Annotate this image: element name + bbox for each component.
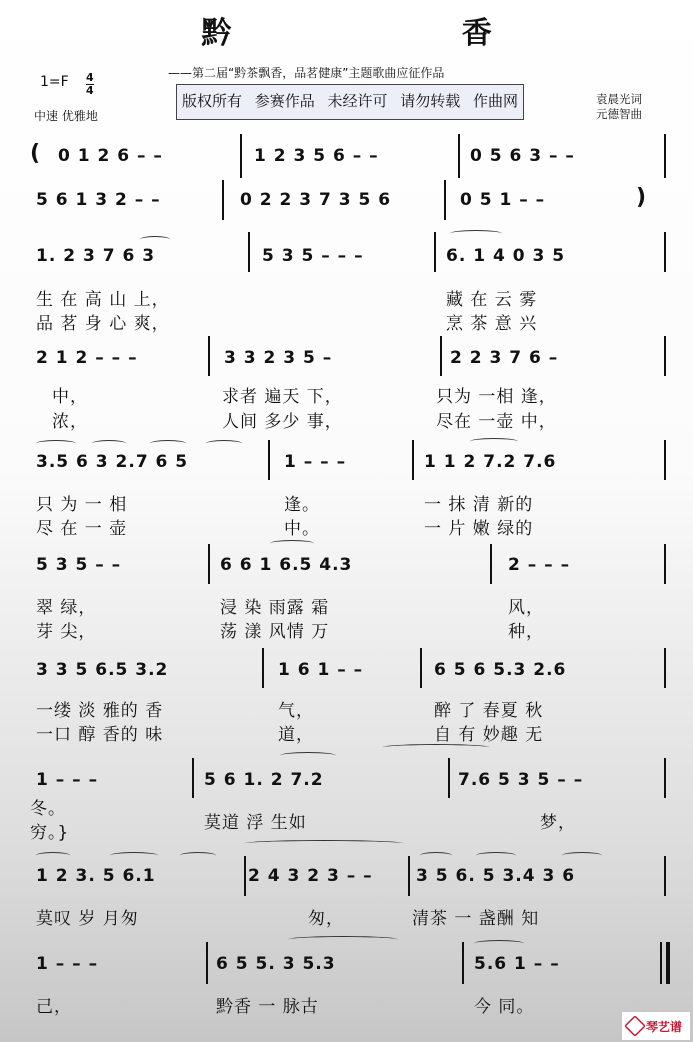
measure: 1 2 3 5 6 – – bbox=[254, 146, 379, 166]
measure: 5 6 1. 2 7.2 bbox=[204, 770, 324, 790]
open-paren: ( bbox=[30, 141, 42, 166]
slur bbox=[474, 940, 524, 947]
barline bbox=[434, 232, 436, 272]
barline-final-thick bbox=[666, 942, 670, 984]
lyric-verse-2: 道， bbox=[278, 725, 314, 745]
lyric-verse-2: 穷。} bbox=[30, 823, 70, 843]
slur bbox=[180, 852, 216, 859]
measure: 0 5 6 3 – – bbox=[470, 146, 575, 166]
barline bbox=[664, 232, 666, 272]
lyric-verse-2: 尽 在 一 壶 bbox=[36, 519, 128, 539]
measure: 1. 2 3 7 6 3 bbox=[36, 246, 156, 266]
lyric-verse-1: 中， bbox=[52, 387, 88, 407]
barline bbox=[664, 856, 666, 896]
measure: 3 3 5 6.5 3.2 bbox=[36, 660, 169, 680]
slur bbox=[36, 440, 76, 447]
logo-text: 琴艺谱 bbox=[646, 1020, 683, 1034]
barline bbox=[208, 544, 210, 584]
tempo-marking: 中速 优雅地 bbox=[34, 109, 98, 123]
lyric-verse-1: 藏 在 云 雾 bbox=[446, 290, 538, 310]
lyric-verse-2: 一口 醇 香的 味 bbox=[36, 725, 164, 745]
measure: 6 5 5. 3 5.3 bbox=[216, 954, 336, 974]
lyric-verse-2: 人间 多少 事， bbox=[222, 412, 343, 432]
measure: 5.6 1 – – bbox=[474, 954, 560, 974]
barline bbox=[408, 856, 410, 896]
slur bbox=[450, 230, 502, 237]
lyric-verse-1: 气， bbox=[278, 701, 314, 721]
lyric-verse-1: 清茶 一 盏酬 知 bbox=[412, 909, 540, 929]
slur bbox=[470, 438, 518, 445]
lyric-verse-1: 浸 染 雨露 霜 bbox=[220, 598, 330, 618]
measure: 6 6 1 6.5 4.3 bbox=[220, 555, 353, 575]
lyric-verse-1: 匆， bbox=[308, 909, 344, 929]
measure: 5 3 5 – – – bbox=[262, 246, 364, 266]
composer-credit: 元德智曲 bbox=[596, 107, 642, 121]
lyric-verse-1: 逢。 bbox=[284, 495, 320, 515]
logo-icon bbox=[624, 1015, 646, 1037]
barline bbox=[262, 648, 264, 688]
lyric-verse-2: 中。 bbox=[284, 519, 320, 539]
barline bbox=[206, 942, 208, 984]
lyric-verse-1: 风， bbox=[508, 598, 544, 618]
slur bbox=[382, 744, 490, 751]
lyric-verse-2: 品 茗 身 心 爽， bbox=[36, 314, 170, 334]
slur bbox=[244, 840, 404, 847]
lyric-verse-2: 种， bbox=[508, 622, 544, 642]
slur bbox=[562, 852, 602, 859]
lyric-verse-1: 翠 绿， bbox=[36, 598, 97, 618]
barline bbox=[664, 648, 666, 688]
lyric-verse-2: 荡 漾 风情 万 bbox=[220, 622, 330, 642]
barline bbox=[192, 758, 194, 798]
barline bbox=[248, 232, 250, 272]
time-signature-top: 4 bbox=[86, 71, 94, 84]
time-signature bbox=[86, 72, 94, 97]
lyric-verse-2: 一 片 嫩 绿的 bbox=[424, 519, 534, 539]
measure: 2 4 3 2 3 – – bbox=[248, 866, 373, 886]
lyric-verse-2: 芽 尖， bbox=[36, 622, 97, 642]
lyric-verse-1: 冬。 bbox=[30, 799, 66, 819]
slur bbox=[150, 440, 186, 447]
lyric-verse-1: 醉 了 春夏 秋 bbox=[434, 701, 544, 721]
barline bbox=[420, 648, 422, 688]
measure: 1 1 2 7.2 7.6 bbox=[424, 452, 557, 472]
measure: 3.5 6 3 2.7 6 5 bbox=[36, 452, 189, 472]
measure: 0 5 1 – – bbox=[460, 190, 546, 210]
barline bbox=[208, 336, 210, 376]
close-paren: ) bbox=[636, 185, 648, 210]
measure: 5 3 5 – – bbox=[36, 555, 122, 575]
barline bbox=[268, 440, 270, 480]
barline bbox=[664, 336, 666, 376]
slur bbox=[92, 440, 126, 447]
slur bbox=[420, 852, 452, 859]
subtitle: ——第二届“黔茶飘香，品茗健康”主题歌曲应征作品 bbox=[168, 66, 445, 80]
measure: 1 2 3. 5 6.1 bbox=[36, 866, 156, 886]
measure: 1 – – – bbox=[284, 452, 347, 472]
barline bbox=[244, 856, 246, 896]
lyric-verse-1: 己， bbox=[36, 997, 72, 1017]
slur bbox=[270, 540, 314, 547]
lyric-verse-2: 烹 茶 意 兴 bbox=[446, 314, 538, 334]
measure: 6 5 6 5.3 2.6 bbox=[434, 660, 567, 680]
measure: 3 5 6. 5 3.4 3 6 bbox=[416, 866, 576, 886]
lyric-verse-2: 尽在 一壶 中， bbox=[436, 412, 557, 432]
copyright-banner: 版权所有 参赛作品 未经许可 请勿转载 作曲网 bbox=[176, 84, 524, 120]
measure: 2 – – – bbox=[508, 555, 571, 575]
barline bbox=[412, 440, 414, 480]
slur bbox=[476, 852, 516, 859]
key-signature: 1=F bbox=[40, 74, 69, 90]
measure: 2 1 2 – – – bbox=[36, 348, 138, 368]
barline bbox=[440, 336, 442, 376]
measure: 7.6 5 3 5 – – bbox=[458, 770, 584, 790]
measure: 6. 1 4 0 3 5 bbox=[446, 246, 566, 266]
measure: 1 – – – bbox=[36, 954, 99, 974]
slur bbox=[280, 752, 336, 759]
measure: 5 6 1 3 2 – – bbox=[36, 190, 161, 210]
lyric-verse-2: 自 有 妙趣 无 bbox=[434, 725, 544, 745]
lyric-verse-1: 一 抹 清 新的 bbox=[424, 495, 534, 515]
measure: 3 3 2 3 5 – bbox=[224, 348, 333, 368]
barline bbox=[222, 180, 224, 220]
lyricist-credit: 袁晨光词 bbox=[596, 92, 642, 106]
barline bbox=[664, 134, 666, 178]
lyric-verse-1: 莫叹 岁 月匆 bbox=[36, 909, 139, 929]
barline-final-thin bbox=[660, 942, 662, 984]
measure: 0 1 2 6 – – bbox=[58, 146, 163, 166]
lyric-verse-1: 梦， bbox=[540, 813, 576, 833]
lyric-verse-2: 浓， bbox=[52, 412, 88, 432]
slur bbox=[288, 936, 398, 943]
lyric-verse-1: 只为 一相 逢， bbox=[436, 387, 557, 407]
site-logo bbox=[622, 1012, 690, 1040]
barline bbox=[444, 180, 446, 220]
slur bbox=[140, 236, 170, 243]
barline bbox=[448, 758, 450, 798]
lyric-verse-1: 黔香 一 脉古 bbox=[216, 997, 319, 1017]
page-title: 黔 香 bbox=[201, 16, 602, 51]
barline bbox=[462, 942, 464, 984]
measure: 2 2 3 7 6 – bbox=[450, 348, 559, 368]
slur bbox=[36, 852, 70, 859]
lyric-verse-1: 今 同。 bbox=[474, 997, 535, 1017]
lyric-verse-1: 求者 遍天 下， bbox=[222, 387, 343, 407]
barline bbox=[664, 440, 666, 480]
lyric-verse-1: 莫道 浮 生如 bbox=[204, 813, 307, 833]
time-signature-bottom: 4 bbox=[86, 84, 94, 97]
lyric-verse-1: 生 在 高 山 上， bbox=[36, 290, 170, 310]
barline bbox=[490, 544, 492, 584]
barline bbox=[458, 134, 460, 178]
barline bbox=[664, 758, 666, 798]
lyric-verse-1: 只 为 一 相 bbox=[36, 495, 128, 515]
measure: 0 2 2 3 7 3 5 6 bbox=[240, 190, 392, 210]
barline bbox=[664, 544, 666, 584]
measure: 1 6 1 – – bbox=[278, 660, 364, 680]
lyric-verse-1: 一缕 淡 雅的 香 bbox=[36, 701, 164, 721]
barline bbox=[240, 134, 242, 178]
slur bbox=[110, 852, 158, 859]
measure: 1 – – – bbox=[36, 770, 99, 790]
slur bbox=[206, 440, 242, 447]
